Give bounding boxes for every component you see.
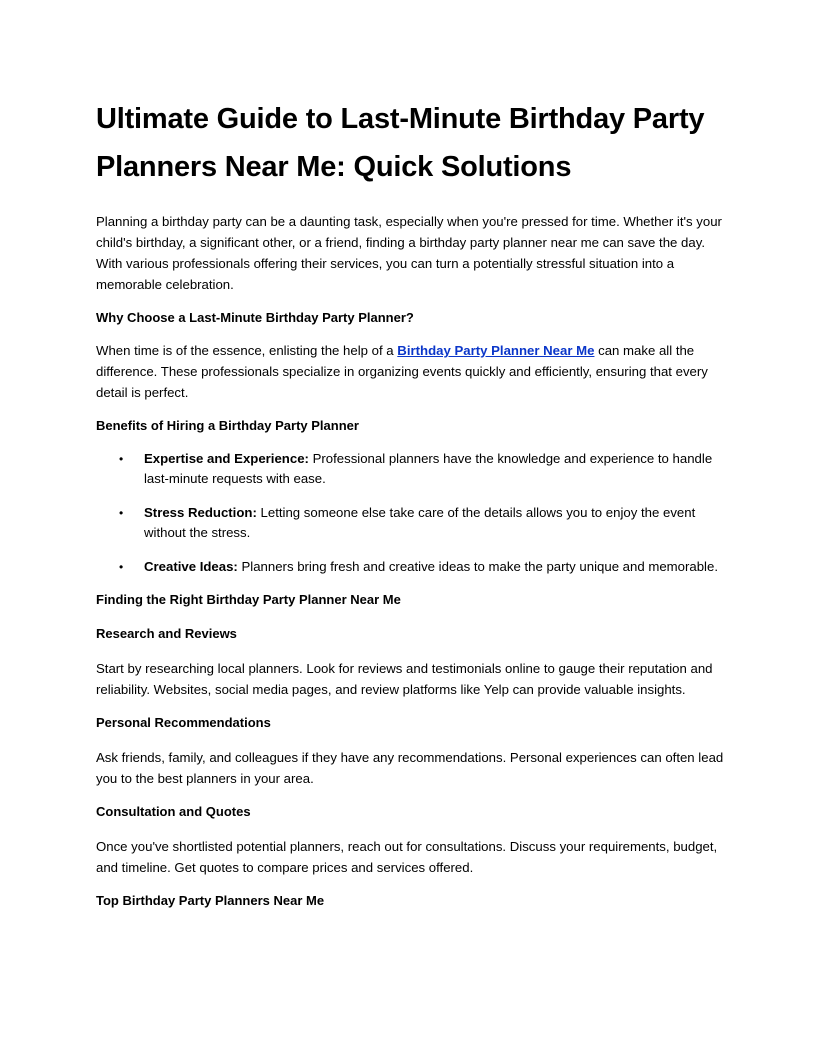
bullet-icon: • (119, 560, 124, 574)
benefits-list (96, 449, 724, 577)
why-text-before: When time is of the essence, enlisting the help of a (96, 343, 398, 358)
bullet-icon: • (119, 506, 124, 520)
bullet-icon: • (119, 452, 124, 466)
benefit-text: Professional planners have the knowledge and experience to handle last-minute requests with ease. (144, 451, 713, 486)
personal-paragraph: Ask friends, family, and colleagues if they have any recommendations. Personal experiences can often lead you to the best planners in your area. (96, 750, 724, 786)
list-item (96, 557, 724, 577)
list-item (96, 449, 724, 489)
document-content (96, 95, 724, 911)
list-item (96, 503, 724, 543)
finding-heading: Finding the Right Birthday Party Planner Near Me (96, 592, 401, 607)
benefit-label: Expertise and Experience: (144, 451, 309, 466)
benefit-label: Stress Reduction: (144, 505, 257, 520)
benefit-label: Creative Ideas: (144, 559, 238, 574)
benefits-heading: Benefits of Hiring a Birthday Party Planner (96, 418, 359, 433)
research-heading: Research and Reviews (96, 626, 237, 641)
research-paragraph: Start by researching local planners. Look for reviews and testimonials online to gauge their reputation and reliability. Websites, social media pages, and review platforms like Yelp can provide valuable insights. (96, 661, 713, 697)
birthday-planner-link[interactable]: Birthday Party Planner Near Me (397, 343, 595, 358)
why-text-after: can make all the difference. These professionals specialize in organizing events quickly and efficiently, ensuring that every detail is perfect. (96, 343, 708, 400)
intro-paragraph: Planning a birthday party can be a daunting task, especially when you're pressed for time. Whether it's your child's birthday, a significant other, or a friend, finding a birthday party planner near me can save the day. With various professionals offering their services, you can turn a potentially stressful situation into a memorable celebration. (96, 214, 722, 292)
benefit-text: Letting someone else take care of the details allows you to enjoy the event without the stress. (144, 505, 696, 540)
why-heading: Why Choose a Last-Minute Birthday Party Planner? (96, 310, 414, 325)
personal-heading: Personal Recommendations (96, 715, 271, 730)
why-paragraph (96, 340, 724, 403)
consultation-paragraph: Once you've shortlisted potential planners, reach out for consultations. Discuss your requirements, budget, and timeline. Get quotes to compare prices and services offered. (96, 839, 718, 875)
benefit-text: Planners bring fresh and creative ideas to make the party unique and memorable. (237, 559, 718, 574)
top-planners-heading: Top Birthday Party Planners Near Me (96, 893, 325, 908)
consultation-heading: Consultation and Quotes (96, 804, 251, 819)
page-title: Ultimate Guide to Last-Minute Birthday Party Planners Near Me: Quick Solutions (96, 103, 705, 183)
